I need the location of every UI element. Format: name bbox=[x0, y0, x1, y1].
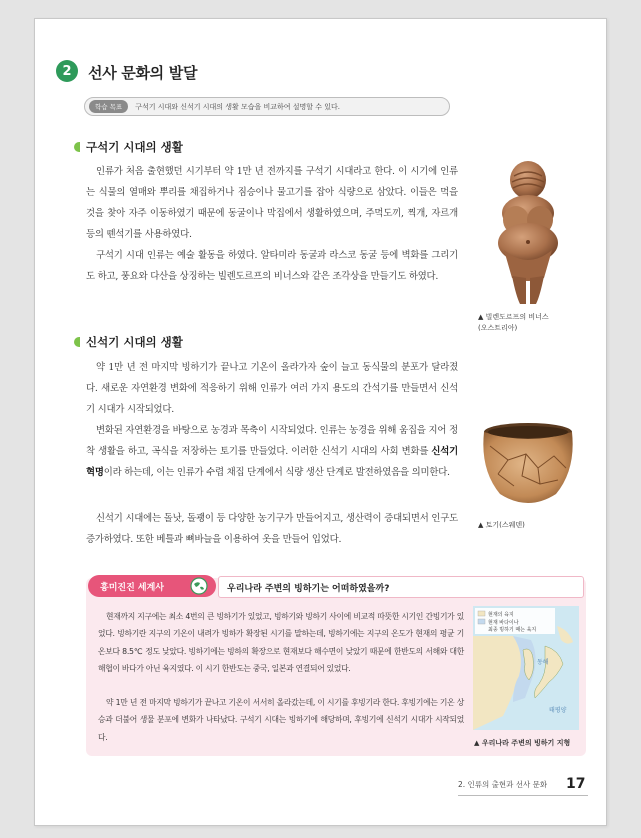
map-legend-current-land: 현재의 육지 bbox=[488, 612, 514, 618]
neolithic-heading bbox=[74, 334, 183, 350]
paleolithic-heading bbox=[74, 139, 183, 155]
section-number-badge: 2 bbox=[56, 60, 78, 82]
ice-age-terrain-map bbox=[473, 606, 579, 730]
footer-divider bbox=[458, 795, 588, 796]
fun-history-paragraph-2: 약 1만 년 전 마지막 빙하기가 끝나고 기온이 서서히 올라갔는데, 이 시기를 후빙기라 한다. 후빙기에는 기온 상승과 더불어 생물 분포에 변화가 나타났다. 구석기 시대는 빙하기에 해당하며, 후빙기에 신석기 시대가 시작되었다. bbox=[98, 698, 464, 742]
venus-caption-line2: (오스트리아) bbox=[478, 324, 518, 332]
heading-marker bbox=[74, 337, 80, 347]
venus-caption-line1: ▲ 빌렌도르프의 비너스 bbox=[478, 313, 549, 321]
paleolithic-heading-text: 구석기 시대의 생활 bbox=[86, 140, 183, 154]
fun-history-tab: 흥미진진 세계사 bbox=[88, 575, 216, 597]
section-title: 선사 문화의 발달 bbox=[88, 64, 198, 82]
neolithic-paragraph-3: 신석기 시대에는 돌낫, 돌괭이 등 다양한 농기구가 만들어지고, 생산력이 증대되면서 인구도 증가하였다. 또한 베틀과 뼈바늘을 이용하여 옷을 만들어 입었다. bbox=[86, 513, 458, 545]
learning-goal-label: 학습 목표 bbox=[89, 100, 128, 113]
neolithic-revolution-term: 신석기 혁명 bbox=[86, 446, 458, 478]
globe-icon bbox=[190, 577, 208, 595]
fun-history-title: 우리나라 주변의 빙하기는 어떠하였을까? bbox=[218, 576, 584, 598]
heading-marker bbox=[74, 142, 80, 152]
page-number: 17 bbox=[566, 776, 586, 792]
paleolithic-paragraph-2: 구석기 시대 인류는 예술 활동을 하였다. 알타미라 동굴과 라스코 동굴 등에 벽화를 그리기도 하고, 풍요와 다산을 상징하는 빌렌도르프의 비너스와 같은 조각상을 만들기도 하였다. bbox=[86, 250, 458, 282]
neolithic-paragraph-1: 약 1만 년 전 마지막 빙하기가 끝나고 기온이 올라가자 숲이 늘고 동식물의 분포가 달라졌다. 새로운 자연환경 변화에 적응하기 위해 인류가 여러 가지 용도의 간석기를 만들면서 신석기 시대가 시작되었다. bbox=[86, 362, 458, 415]
map-legend-sea-now: 현재 바다이나 bbox=[488, 620, 519, 626]
neolithic-pottery-image bbox=[478, 420, 578, 512]
paleolithic-paragraph-1: 인류가 처음 출현했던 시기부터 약 1만 년 전까지를 구석기 시대라고 한다. 이 시기에 인류는 식물의 열매와 뿌리를 채집하거나 짐승이나 물고기를 잡아 식량으로 삼았다. 이들은 먹을 것을 찾아 자주 이동하였기 때문에 동굴이나 막집에서 생활하였으며, 주먹도끼, 찍개, 자르개 등의 뗀석기를 사용하였다. bbox=[86, 166, 458, 240]
learning-goal-bar bbox=[84, 97, 450, 116]
map-legend-land-then: 최종 빙하기 때는 육지 bbox=[488, 627, 537, 633]
neolithic-paragraph-2 bbox=[86, 420, 458, 483]
map-label-east-sea: 동해 bbox=[537, 659, 549, 666]
neolithic-p2-text-b: 이라 하는데, 이는 인류가 수렵 채집 단계에서 식량 생산 단계로 발전하였음을 의미한다. bbox=[103, 467, 450, 478]
pottery-caption: ▲ 토기(스웨덴) bbox=[478, 521, 525, 529]
neolithic-heading-text: 신석기 시대의 생활 bbox=[86, 335, 183, 349]
venus-of-willendorf-image bbox=[482, 158, 574, 308]
learning-goal-text: 구석기 시대와 신석기 시대의 생활 모습을 비교하여 설명할 수 있다. bbox=[135, 102, 341, 111]
map-caption: ▲ 우리나라 주변의 빙하기 지형 bbox=[474, 739, 571, 747]
map-label-pacific: 태평양 bbox=[549, 707, 567, 714]
chapter-footer: 2. 인류의 출현과 선사 문화 bbox=[458, 780, 548, 789]
neolithic-p2-text-a: 변화된 자연환경을 바탕으로 농경과 목축이 시작되었다. 인류는 농경을 위해 움집을 지어 정착 생활을 하고, 곡식을 저장하는 토기를 만들었다. 이러한 신석기 시대의 사회 변화를 bbox=[86, 425, 458, 457]
fun-history-paragraph-1: 현재까지 지구에는 최소 4번의 큰 빙하기가 있었고, 빙하기와 빙하기 사이에 비교적 따뜻한 시기인 간빙기가 있었다. 빙하기란 지구의 기온이 내려가 빙하가 확장된 시기를 말하는데, 빙하기에는 지구의 온도가 현재의 평균 기온보다 8.5℃ 정도 낮았다. 빙하기에는 빙하의 확장으로 현재보다 해수면이 낮았기 때문에 한반도의 서해와 대한 해협이 바다가 아닌 육지였다. 이 시기 한반도는 중국, 일본과 연결되어 있었다. bbox=[98, 612, 464, 673]
